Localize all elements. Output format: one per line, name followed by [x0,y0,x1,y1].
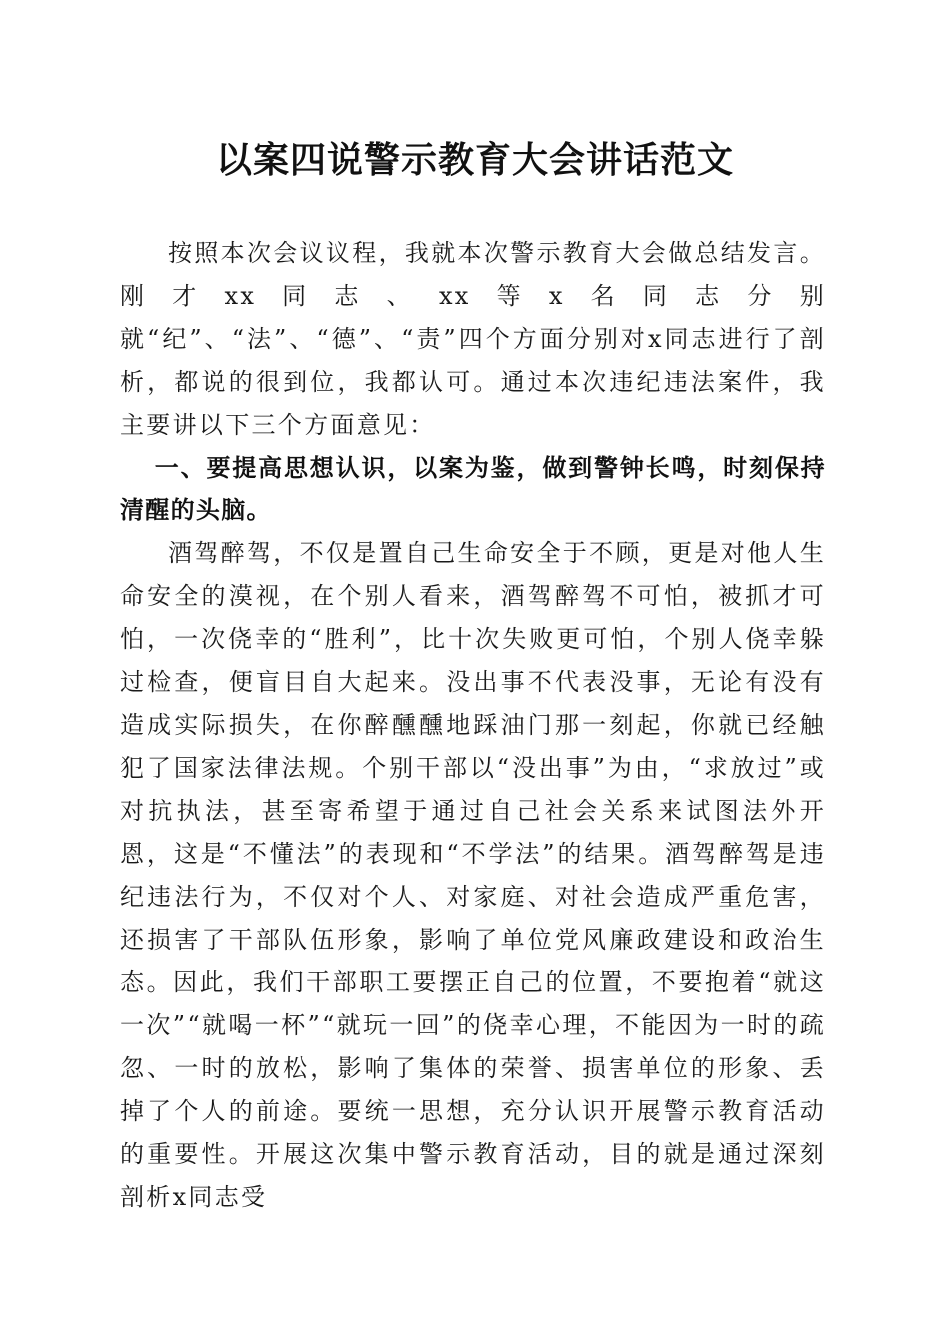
section-1-paragraph: 酒驾醉驾，不仅是置自己生命安全于不顾，更是对他人生命安全的漠视，在个别人看来，酒驾醉驾不可怕，被抓才可怕，一次侥幸的“胜利”，比十次失败更可怕，个别人侥幸躲过检查，便盲目自大起来。没出事不代表没事，无论有没有造成实际损失，在你醉醺醺地踩油门那一刻起，你就已经触犯了国家法律法规。个别干部以“没出事”为由，“求放过”或对抗执法，甚至寄希望于通过自己社会关系来试图法外开恩，这是“不懂法”的表现和“不学法”的结果。酒驾醉驾是违纪违法行为，不仅对个人、对家庭、对社会造成严重危害，还损害了干部队伍形象，影响了单位党风廉政建设和政治生态。因此，我们干部职工要摆正自己的位置，不要抱着“就这一次”“就喝一杯”“就玩一回”的侥幸心理，不能因为一时的疏忽、一时的放松，影响了集体的荣誉、损害单位的形象、丢掉了个人的前途。要统一思想，充分认识开展警示教育活动的重要性。开展这次集中警示教育活动，目的就是通过深刻剖析x同志受 [120,539,826,1211]
intro-paragraph: 按照本次会议议程，我就本次警示教育大会做总结发言。刚才xx同志、xx等x名同志分别就“纪”、“法”、“德”、“责”四个方面分别对x同志进行了剖析，都说的很到位，我都认可。通过本次违纪违法案件，我主要讲以下三个方面意见： [120,239,826,439]
document-title: 以案四说警示教育大会讲话范文 [215,139,734,181]
section-heading-1: 一、要提高思想认识，以案为鉴，做到警钟长鸣，时刻保持清醒的头脑。 [120,453,826,525]
document-body [120,232,826,1219]
